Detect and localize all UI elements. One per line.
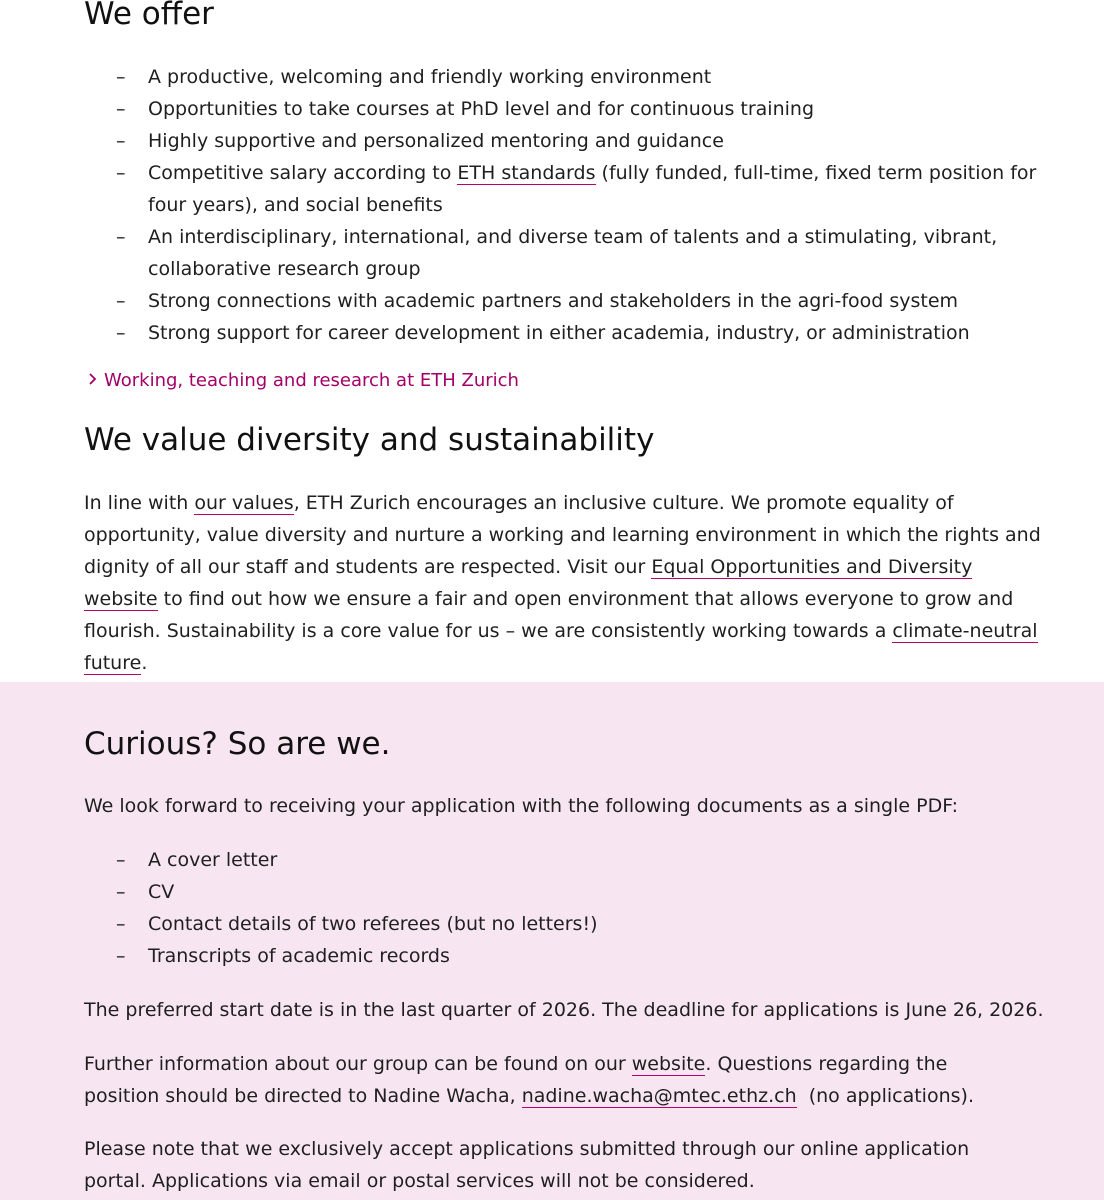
dates-wrap	[84, 994, 1054, 1026]
list-item: – CV	[116, 881, 175, 903]
list-item: – An interdisciplinary, international, and diverse team of talents and a stimulating, vibrant, collaborative research group	[116, 226, 998, 280]
list-item: – Contact details of two referees (but no letters!)	[116, 913, 598, 935]
working-at-eth-link[interactable]: Working, teaching and research at ETH Zurich	[88, 370, 519, 391]
curious-intro: We look forward to receiving your application with the following documents as a single PDF:	[84, 795, 959, 817]
portal-note-paragraph: Please note that we exclusively accept applications submitted through our online application portal. Applications via email or postal services will not be considered.	[84, 1138, 970, 1192]
curious-heading: Curious? So are we.	[84, 726, 391, 762]
diversity-heading-wrap	[84, 420, 1054, 460]
info-paragraph: Further information about our group can be found on our website. Questions regarding the position should be directed to Nadine Wacha, nadine.wacha@mtec.ethz.ch (no applications).	[84, 1053, 974, 1107]
dates-paragraph: The preferred start date is in the last quarter of 2026. The deadline for applications is June 26, 2026.	[84, 999, 1044, 1021]
group-website-link[interactable]: website	[631, 1053, 706, 1075]
climate-neutral-link[interactable]: climate-neutral future	[84, 620, 1038, 674]
offer-heading: We offer	[84, 0, 214, 32]
list-item: – Highly supportive and personalized mentoring and guidance	[116, 130, 724, 152]
curious-heading-wrap	[84, 724, 1054, 764]
portal-note-wrap	[84, 1133, 1024, 1197]
offer-content	[84, 0, 1054, 34]
documents-list	[84, 844, 1054, 972]
list-item: – Competitive salary according to ETH standards (fully funded, full-time, fixed term position for four years), and social benefits	[116, 162, 1037, 216]
documents-list-wrap	[84, 844, 1054, 972]
list-item: – A productive, welcoming and friendly working environment	[116, 66, 712, 88]
list-item: – A cover letter	[116, 849, 278, 871]
offer-list-wrap	[84, 61, 1054, 349]
list-item: – Transcripts of academic records	[116, 945, 450, 967]
list-item: – Strong support for career development in either academia, industry, or administration	[116, 322, 970, 344]
diversity-paragraph: In line with our values, ETH Zurich encourages an inclusive culture. We promote equality of opportunity, value diversity and nurture a working and learning environment in which the rights and dignity of all our staff and students are respected. Visit our Equal Opportunities and Diversity website to find out how we ensure a fair and open environment that allows everyone to grow and flourish. Sustainability is a core value for us – we are consistently working towards a climate-neutral future.	[84, 492, 1041, 674]
list-item: – Strong connections with academic partners and stakeholders in the agri-food system	[116, 290, 959, 312]
chevron-right-icon	[88, 368, 104, 394]
diversity-text-wrap	[84, 487, 1044, 679]
curious-intro-wrap	[84, 790, 1054, 822]
info-wrap	[84, 1048, 1014, 1112]
more-link-wrap	[88, 364, 1058, 396]
our-values-link[interactable]: our values	[194, 492, 294, 514]
diversity-heading: We value diversity and sustainability	[84, 422, 655, 458]
equal-opportunities-link[interactable]: Equal Opportunities and Diversity website	[84, 556, 973, 610]
contact-email-link[interactable]: nadine.wacha@mtec.ethz.ch	[521, 1085, 797, 1107]
offer-list	[84, 61, 1054, 349]
eth-standards-link[interactable]: ETH standards	[457, 162, 596, 184]
list-item: – Opportunities to take courses at PhD level and for continuous training	[116, 98, 815, 120]
